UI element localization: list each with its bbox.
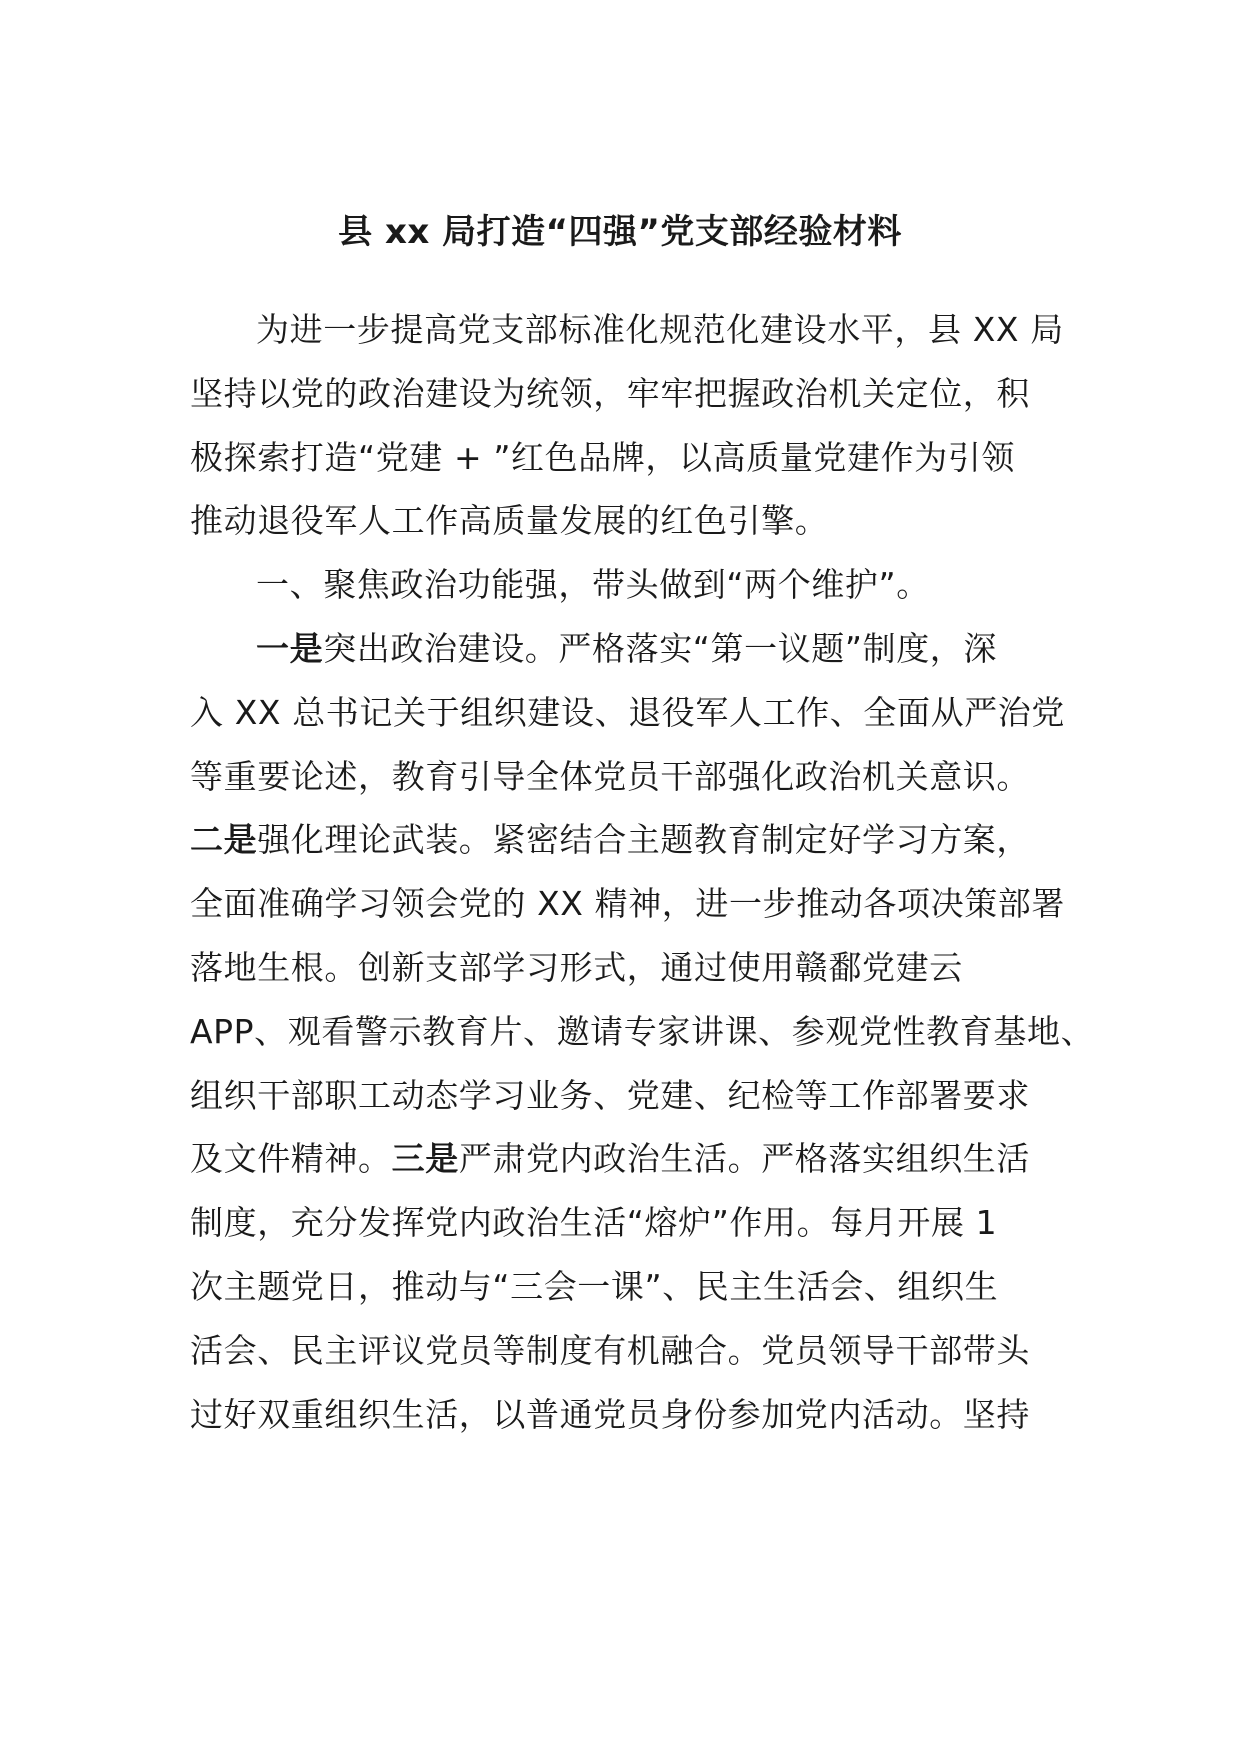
line-text: 坚持以党的政治建设为统领，牢牢把握政治机关定位，积: [190, 373, 1030, 413]
body-line: [190, 944, 963, 992]
bold-lead: 三是: [391, 1139, 459, 1179]
line-text: 入 XX 总书记关于组织建设、退役军人工作、全面从严治党: [190, 692, 1065, 732]
line-text: 活会、民主评议党员等制度有机融合。党员领导干部带头: [190, 1330, 1030, 1370]
body-line: [256, 561, 930, 609]
body-line: [190, 1008, 1094, 1056]
line-text: 全面准确学习领会党的 XX 精神，进一步推动各项决策部署: [190, 884, 1065, 924]
bold-lead: 二是: [190, 820, 258, 860]
body-line: [256, 625, 997, 673]
body-line: [190, 1327, 1030, 1375]
body-line: [190, 1263, 998, 1311]
line-text: APP、观看警示教育片、邀请专家讲课、参观党性教育基地、: [190, 1011, 1095, 1051]
body-line: [190, 1135, 1030, 1183]
body-line: [190, 816, 1030, 864]
body-line: [190, 370, 1030, 418]
line-text: 为进一步提高党支部标准化规范化建设水平，县 XX 局: [256, 310, 1064, 349]
body-line: [190, 689, 1065, 737]
body-line: [190, 1391, 1030, 1439]
line-text: 推动退役军人工作高质量发展的红色引擎。: [190, 501, 829, 541]
line-text: 制度，充分发挥党内政治生活“熔炉”作用。每月开展 1: [190, 1203, 998, 1243]
body-line: [190, 434, 1015, 482]
line-text: 次主题党日，推动与“三会一课”、民主生活会、组织生: [190, 1267, 999, 1306]
body-line: [190, 1072, 1030, 1120]
document-title: 县 xx 局打造“四强”党支部经验材料: [338, 212, 902, 252]
line-text: 强化理论武装。紧密结合主题教育制定好学习方案，: [257, 820, 1031, 860]
body-line: [190, 497, 828, 545]
line-text: 一、聚焦政治功能强，带头做到“两个维护”。: [256, 565, 930, 605]
body-line: [190, 1199, 997, 1247]
line-text: 组织干部职工动态学习业务、党建、纪检等工作部署要求: [190, 1075, 1030, 1115]
line-text-lead: 及文件精神。: [190, 1139, 392, 1179]
body-line: [190, 753, 1030, 801]
line-text: 极探索打造“党建 + ”红色品牌，以高质量党建作为引领: [190, 437, 1016, 477]
line-text: 落地生根。创新支部学习形式，通过使用赣鄱党建云: [190, 948, 963, 987]
line-text: 突出政治建设。严格落实“第一议题”制度，深: [323, 629, 997, 668]
body-line: [256, 306, 1064, 354]
line-text: 过好双重组织生活，以普通党员身份参加党内活动。坚持: [190, 1394, 1030, 1434]
line-text: 严肃党内政治生活。严格落实组织生活: [458, 1139, 1031, 1179]
body-line: [190, 880, 1065, 928]
bold-lead: 一是: [256, 629, 324, 668]
line-text: 等重要论述，教育引导全体党员干部强化政治机关意识。: [190, 756, 1030, 796]
